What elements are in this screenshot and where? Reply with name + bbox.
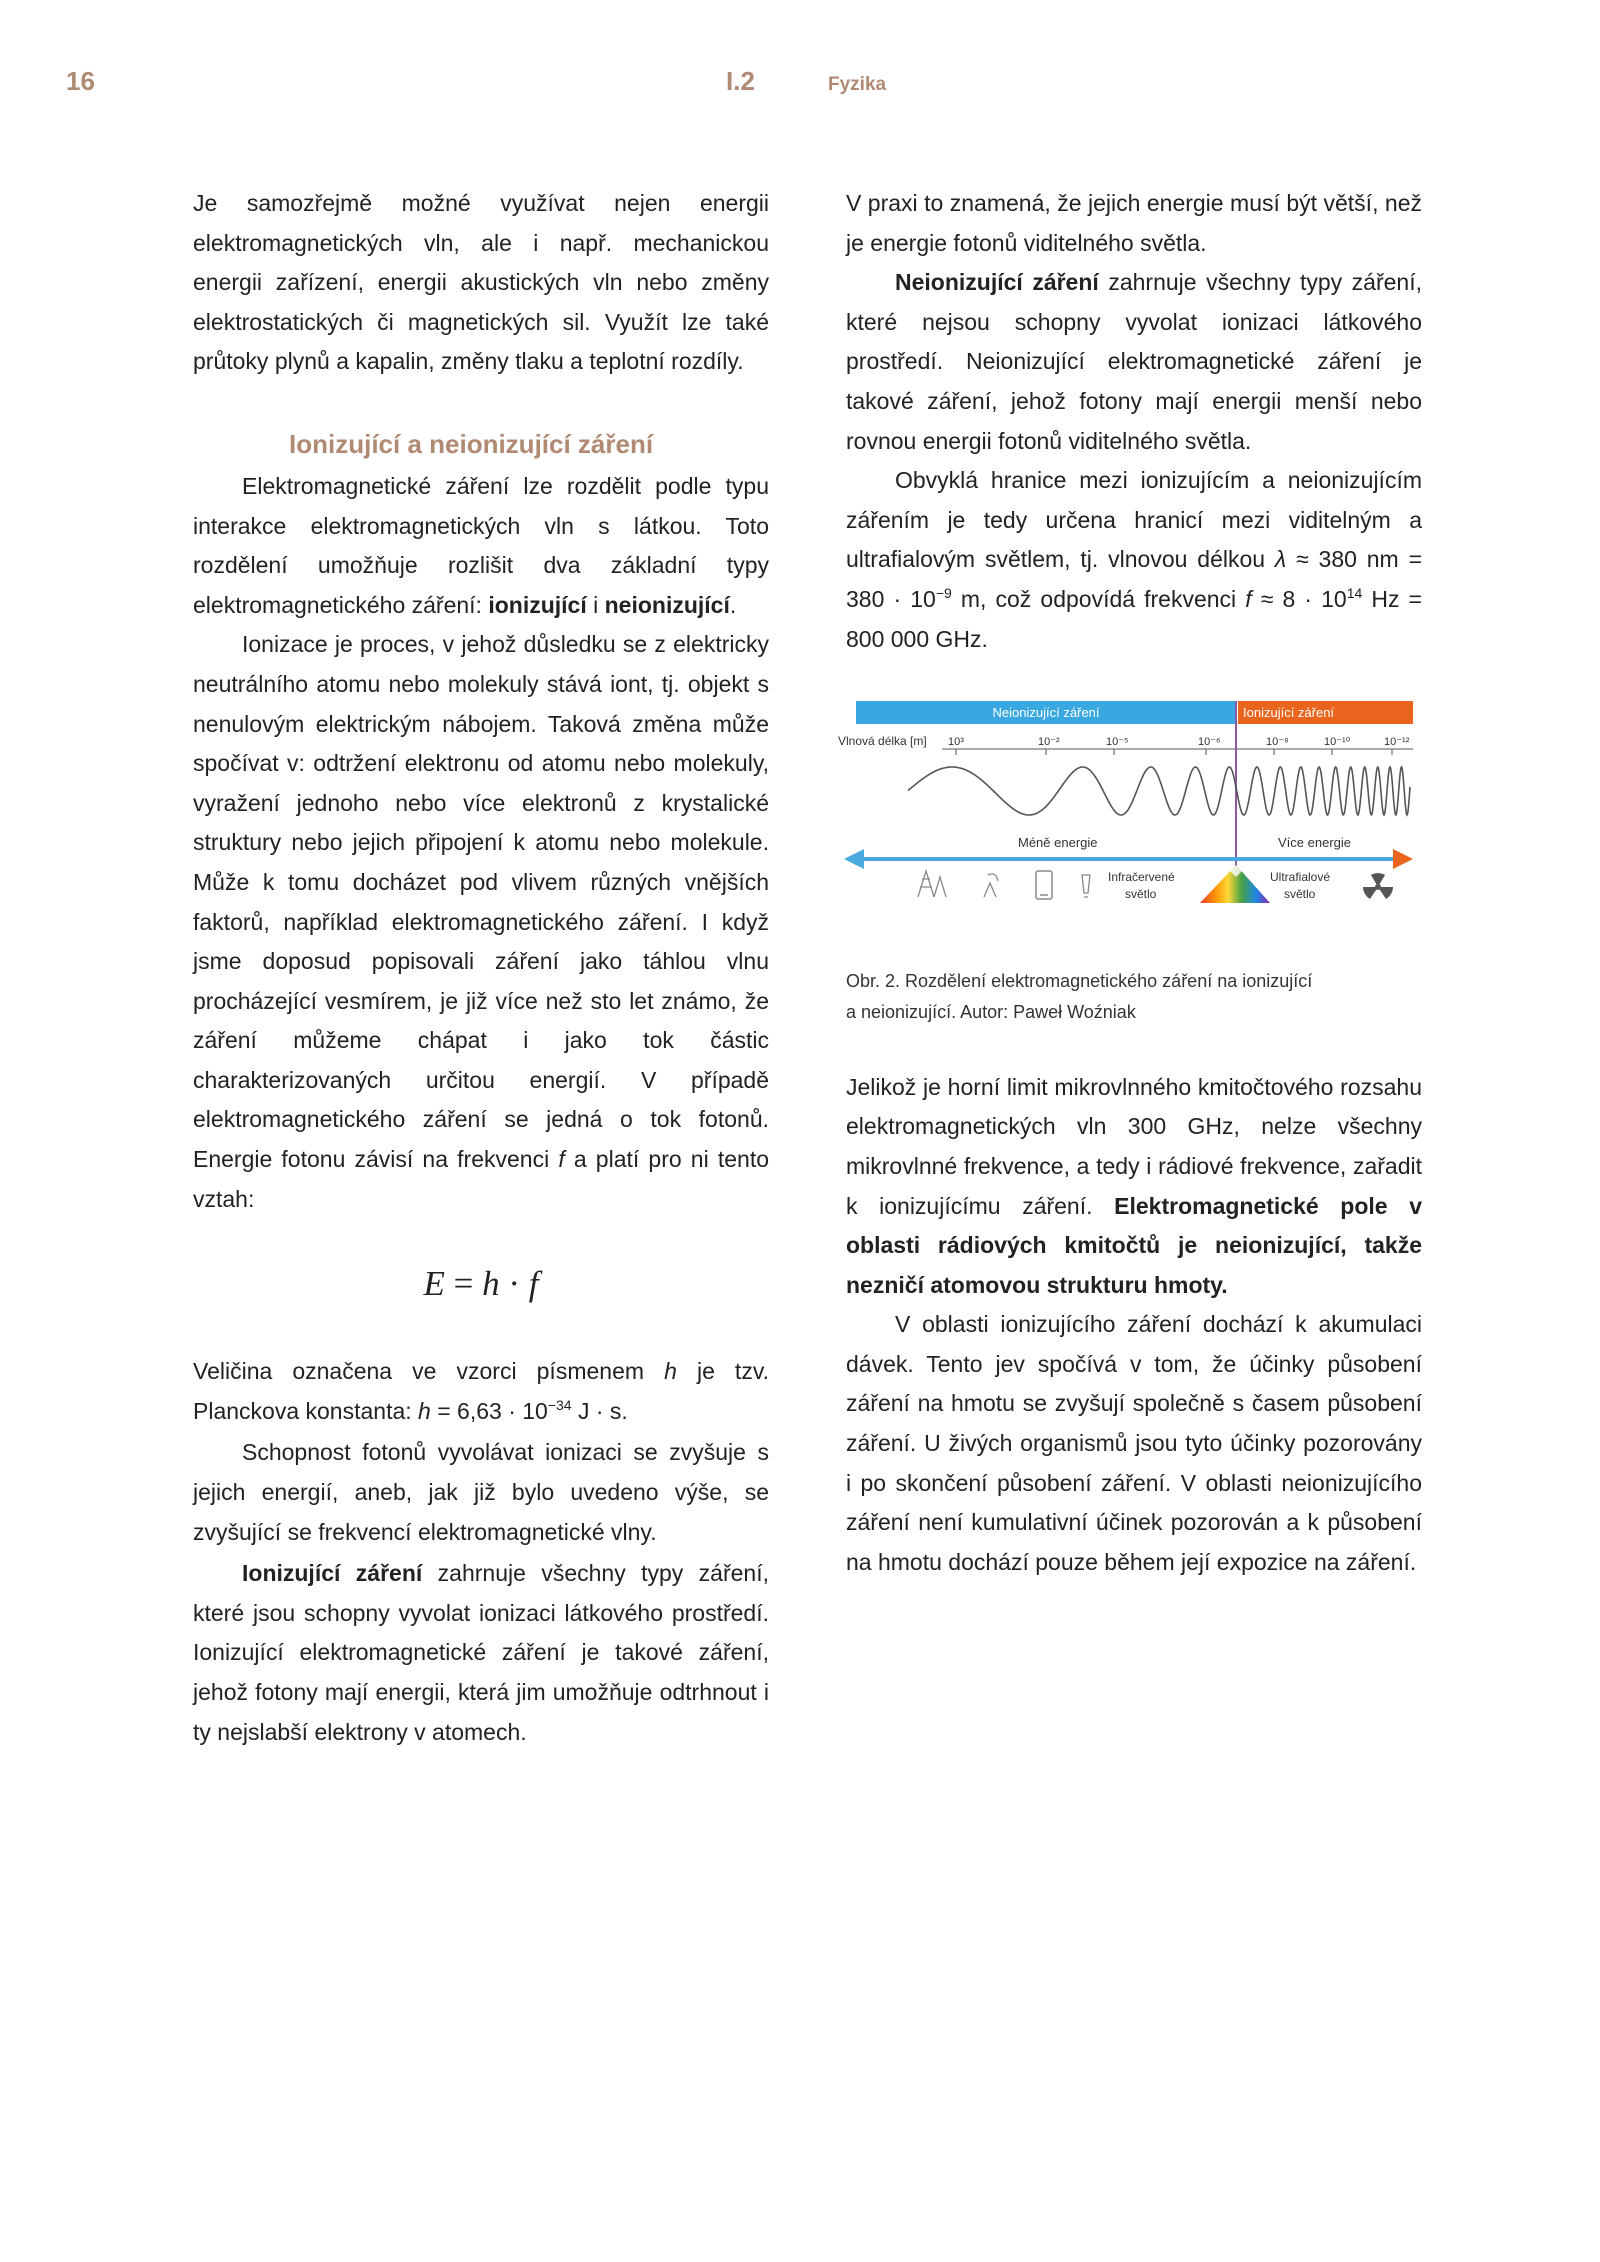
paragraph: Schopnost fotonů vyvolávat ionizaci se zvyšuje s jejich energií, aneb, jak již bylo uvedeno výše, se zvyšující se frekvencí elektromagnetické vlny. — [193, 1439, 769, 1545]
paragraph: Obvyklá hranice mezi ionizujícím a neionizujícím zářením je tedy určena hranicí mezi viditelným a ultrafialovým světlem, tj. vlnovou délkou λ ≈ 380 nm = $380 \cdot 10^{-9}$ m, což odpovídá frekvenci $f \approx 8 \cdot 10^{14}$ Hz = 800 000 GHz. — [846, 467, 1422, 652]
axis-tick-label: 10⁻⁶ — [1198, 736, 1221, 749]
em-spectrum-figure — [838, 697, 1413, 913]
right-column — [838, 184, 1422, 1582]
page-number: 16 — [66, 66, 95, 96]
energy-formula: E = h · f — [423, 1264, 539, 1304]
lamp-icon — [1082, 875, 1090, 897]
ultraviolet-label-line1: Ultrafialové — [1270, 870, 1331, 885]
paragraph: V praxi to znamená, že jejich energie musí být větší, než je energie fotonů viditelného světla. — [846, 190, 1422, 256]
radiation-hazard-icon — [1363, 873, 1393, 899]
paragraph: Je samozřejmě možné využívat nejen energii elektromagnetických vln, ale i např. mechanickou energii zařízení, energii akustických vln nebo změny elektrostatických či magnetických sil. Využít lze také průtoky plynů a kapalin, změny tlaku a teplotní rozdíly. — [193, 190, 769, 375]
axis-tick-label: 10³ — [948, 736, 964, 749]
paragraph: Jelikož je horní limit mikrovlnného kmitočtového rozsahu elektromagnetických vln 300 GHz, nelze všechny mikrovlnné frekvence, a tedy i rádiové frekvence, zařadit k ionizujícímu záření. Elektromagnetické pole v oblasti rádiových kmitočtů je neionizující, takže nezničí atomovou strukturu hmoty. — [846, 1073, 1422, 1298]
paragraph: Veličina označena ve vzorci písmenem h je tzv. Planckova konstanta: $h = 6,63 \cdot 10^{-34}$ J · s. — [193, 1358, 769, 1424]
ultraviolet-label-line2: světlo — [1284, 887, 1316, 902]
infrared-label-line2: světlo — [1125, 887, 1157, 902]
subject-label: Fyzika — [828, 74, 887, 95]
phone-icon — [1036, 871, 1052, 899]
em-wave — [908, 767, 1410, 815]
ionizing-band-label: Ionizující záření — [1243, 705, 1335, 721]
axis-tick-label: 10⁻² — [1038, 736, 1060, 749]
axis-tick-label: 10⁻⁸ — [1266, 736, 1289, 749]
paragraph: Ionizace je proces, v jehož důsledku se z elektricky neutrálního atomu nebo molekuly stává iont, tj. objekt s nenulovým elektrickým nábojem. Taková změna může spočívat v: odtržení elektronu od atomu nebo molekuly, vyražení jednoho nebo více elektronů z krystalické struktury nebo jejich připojení k atomu nebo molekule. Může k tomu docházet pod vlivem různých vnějších faktorů, například elektromagnetického záření. I když jsme doposud popisovali záření jako táhlou vlnu procházející vesmírem, je již více než sto let známo, že záření můžeme chápat i jako tok částic charakterizovaných určitou energií. V případě elektromagnetického záření se jedná o tok fotonů. Energie fotonu závisí na frekvenci f a platí pro ni tento vztah: — [193, 631, 769, 1212]
radio-tower-icon — [918, 871, 946, 897]
less-energy-label: Méně energie — [1018, 835, 1098, 851]
axis-tick-label: 10⁻¹⁰ — [1324, 736, 1351, 749]
section-number: I.2 — [726, 66, 755, 96]
paragraph: Ionizující záření zahrnuje všechny typy záření, které jsou schopny vyvolat ionizaci látkového prostředí. Ionizující elektromagnetické záření je takové záření, jehož fotony mají energii, která jim umožňuje odtrhnout i ty nejslabší elektrony v atomech. — [193, 1560, 769, 1745]
paragraph: Neionizující záření zahrnuje všechny typy záření, které nejsou schopny vyvolat ionizaci látkového prostředí. Neionizující elektromagnetické záření je takové záření, jehož fotony mají energii menší nebo rovnou energii fotonů viditelného světla. — [846, 269, 1422, 454]
infrared-label-line1: Infračervené — [1108, 870, 1175, 885]
satellite-dish-icon — [984, 874, 998, 897]
axis-tick-label: 10⁻¹² — [1384, 736, 1410, 749]
axis-ticks — [948, 736, 1410, 755]
more-energy-label: Více energie — [1278, 835, 1351, 851]
axis-tick-label: 10⁻⁵ — [1106, 736, 1129, 749]
nonionizing-band-label: Neionizující záření — [992, 705, 1100, 721]
left-column — [193, 184, 769, 1752]
section-heading: Ionizující a neionizující záření — [289, 428, 654, 459]
paragraph: Elektromagnetické záření lze rozdělit podle typu interakce elektromagnetických vln s látkou. Toto rozdělení umožňuje rozlišit dva základní typy elektromagnetického záření: ionizující i neionizující. — [193, 472, 769, 618]
paragraph: V oblasti ionizujícího záření dochází k akumulaci dávek. Tento jev spočívá v tom, že účinky působení záření na hmotu se zvyšují společně s časem působení záření. U živých organismů jsou tyto účinky pozorovány i po skončení působení záření. V oblasti neionizujícího záření není kumulativní účinek pozorován a k působení na hmotu dochází pouze během její expozice na záření. — [846, 1311, 1422, 1575]
arrow-head-left — [844, 849, 864, 869]
arrow-head-right — [1393, 849, 1413, 869]
figure-caption: Obr. 2. Rozdělení elektromagnetického záření na ionizující a neionizující. Autor: Paweł Woźniak — [846, 970, 1313, 1022]
wavelength-axis-label: Vlnová délka [m] — [838, 734, 927, 749]
